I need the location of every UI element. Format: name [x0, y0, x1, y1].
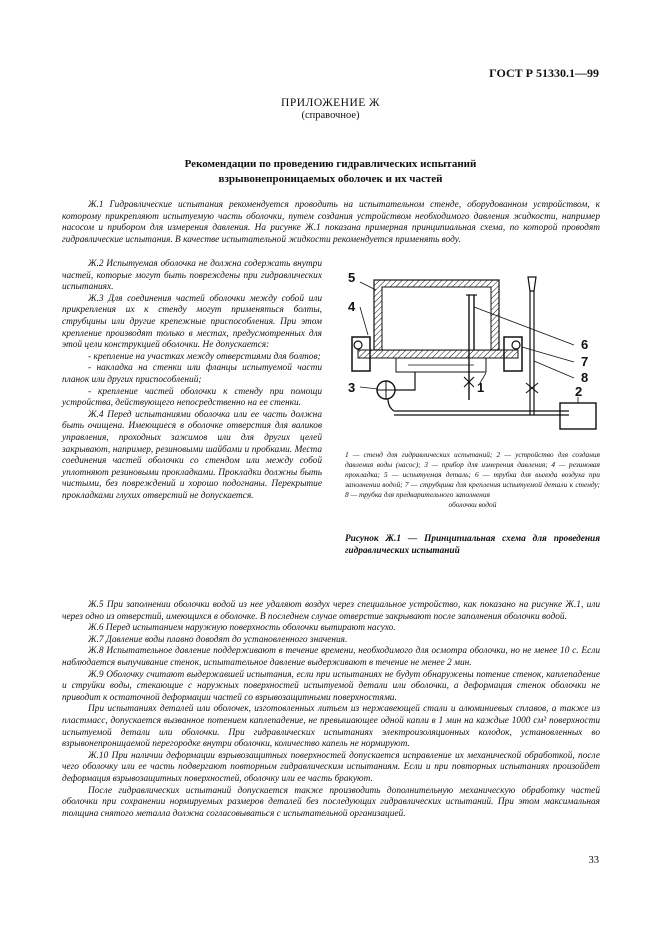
body-top: [62, 200, 600, 246]
paragraph: После гидравлических испытаний допускается также производить дополнительную механическую обработку частей оболочки при сохранении нормируемых размеров деталей без последующих гидравлических испытаний. При этом максимальная толщина снятого металла должна согласовываться с испытательной организацией.: [62, 785, 600, 819]
paragraph: Ж.2 Испытуемая оболочка не должна содержать внутри частей, которые могут быть повреждены при гидравлических испытаниях.: [62, 259, 322, 293]
body-bottom: [62, 600, 600, 820]
label-8: 8: [581, 370, 589, 385]
paragraph: Ж.4 Перед испытаниями оболочка или ее часть должна быть очищена. Имеющиеся в оболочке отверстия для валиков управления, проходных зажимов или для других целей закрывают, например, резиновыми шайбами и пробками. Места соединения частей оболочки со стендом или между собой уплотняют резиновыми прокладками. Прокладки должны быть чистыми, без повреждений и хорошо подогнаны. Перекрытие прокладками глухих отверстий не допускается.: [62, 409, 322, 501]
paragraph: Ж.1 Гидравлические испытания рекомендуется проводить на испытательном стенде, оборудованном устройством, к которому прикрепляют испытуемую часть оболочки, путем создания устройством необходимого давления жидкости, например насосом и прибором для измерения давления. На рисунке Ж.1 показана примерная принципиальная схема, по которой проводят гидравлические испытания. В качестве испытательной жидкости рекомендуется применять воду.: [62, 200, 600, 245]
funnel: [528, 277, 536, 291]
figure-caption: Рисунок Ж.1 — Принципиальная схема для проведения гидравлических испытаний: [345, 534, 600, 556]
label-2: 2: [575, 384, 583, 399]
label-7: 7: [581, 354, 589, 369]
pipe-line: [394, 411, 569, 415]
paragraph: Ж.5 При заполнении оболочки водой из нее удаляют воздух через специальное устройство, как показано на рисунке Ж.1, или через одно из отверстий, имеющихся в оболочке. В последнем случае отверстие закрывают после заполнения оболочки водой.: [62, 600, 600, 622]
legend-text-end: оболочки водой: [448, 500, 497, 509]
label-5: 5: [348, 270, 356, 285]
paragraph: Ж.9 Оболочку считают выдержавшей испытания, если при испытаниях не будут обнаружены потение стенок, каплепадение и струйки воды, стекающие с наружных поверхностей испытуемой детали или оболочки, а деформация стенок оболочки не приводит к остаточной деформации частей со взрывозащитными поверхностями.: [62, 669, 600, 703]
label-6: 6: [581, 337, 589, 352]
body-left-column: [62, 259, 322, 502]
appendix-title: ПРИЛОЖЕНИЕ Ж: [281, 97, 380, 109]
label-4: 4: [348, 299, 356, 314]
label-1: 1: [477, 380, 485, 395]
paragraph: Ж.10 При наличии деформации взрывозащитных поверхностей допускается исправление их механической обработкой, после чего оболочку или ее часть подвергают повторным гидравлическим испытаниям. Если и при повторных испытаниях произойдет деформация взрывозащитных поверхностей, оболочку или ее часть бракуют.: [62, 750, 600, 784]
paragraph: - накладка на стенки или фланцы испытуемой части планок или других приспособлений;: [62, 363, 322, 385]
heading-line-2: взрывонепроницаемых оболочек и их частей: [218, 173, 443, 185]
appendix-subtitle: (справочное): [301, 110, 360, 121]
paragraph: Ж.8 Испытательное давление поддерживают в течение времени, необходимого для осмотра оболочки, но не менее 10 с. Если наблюдается выпучивание стенок, испытательное давление выдерживают в течение не менее 2 мин.: [62, 646, 600, 668]
figure-legend: [345, 450, 600, 510]
legend-text: 1 — стенд для гидравлических испытаний; 2 — устройство для создания давления воды (насос); 3 — прибор для измерения давления; 4 — резиновая прокладка; 5 — испытуемая деталь; 6 — трубка для выхода воздуха при заполнении водой; 7 — струбцина для крепления испытуемой детали к стенду; 8 — трубка для предварительного заполнения: [345, 450, 600, 499]
paragraph: Ж.7 Давление воды плавно доводят до установленного значения.: [88, 634, 348, 645]
paragraph: - крепление на участках между отверстиями для болтов;: [88, 351, 321, 362]
standard-number: ГОСТ Р 51330.1—99: [489, 66, 599, 80]
paragraph: Ж.3 Для соединения частей оболочки между собой или прикрепления их к стенду могут применяться болты, струбцины или другие крепежные приспособления. При этом крепление производят только в местах, предусмотренных для этой цели конструкцией оболочки. Не допускается:: [62, 293, 322, 351]
label-3: 3: [348, 380, 356, 395]
heading-line-1: Рекомендации по проведению гидравлических испытаний: [184, 158, 477, 170]
pump: [560, 403, 596, 429]
paragraph: - крепление частей оболочки к стенду при помощи устройства, действующего непосредственно на ее стенки.: [62, 386, 322, 409]
test-rig-diagram: [338, 265, 608, 445]
paragraph: При испытаниях деталей или оболочек, изготовленных литьем из нержавеющей стали и алюминиевых сплавов, а также из пластмасс, допускается вызванное потением каплепадение, не превышающее одной капли в 1 мин на каждые 1000 см² поверхности испытуемой детали или оболочки. При гидравлических испытаниях электроизоляционных колодок, установленных во взрывонепроницаемой перегородке внутри оболочки, количество капель не нормируют.: [62, 704, 600, 750]
paragraph: Ж.6 Перед испытанием наружную поверхность оболочки вытирают насухо.: [88, 623, 396, 634]
stand-plate: [358, 350, 518, 358]
page-number: 33: [588, 855, 599, 866]
section-heading: [0, 157, 661, 187]
